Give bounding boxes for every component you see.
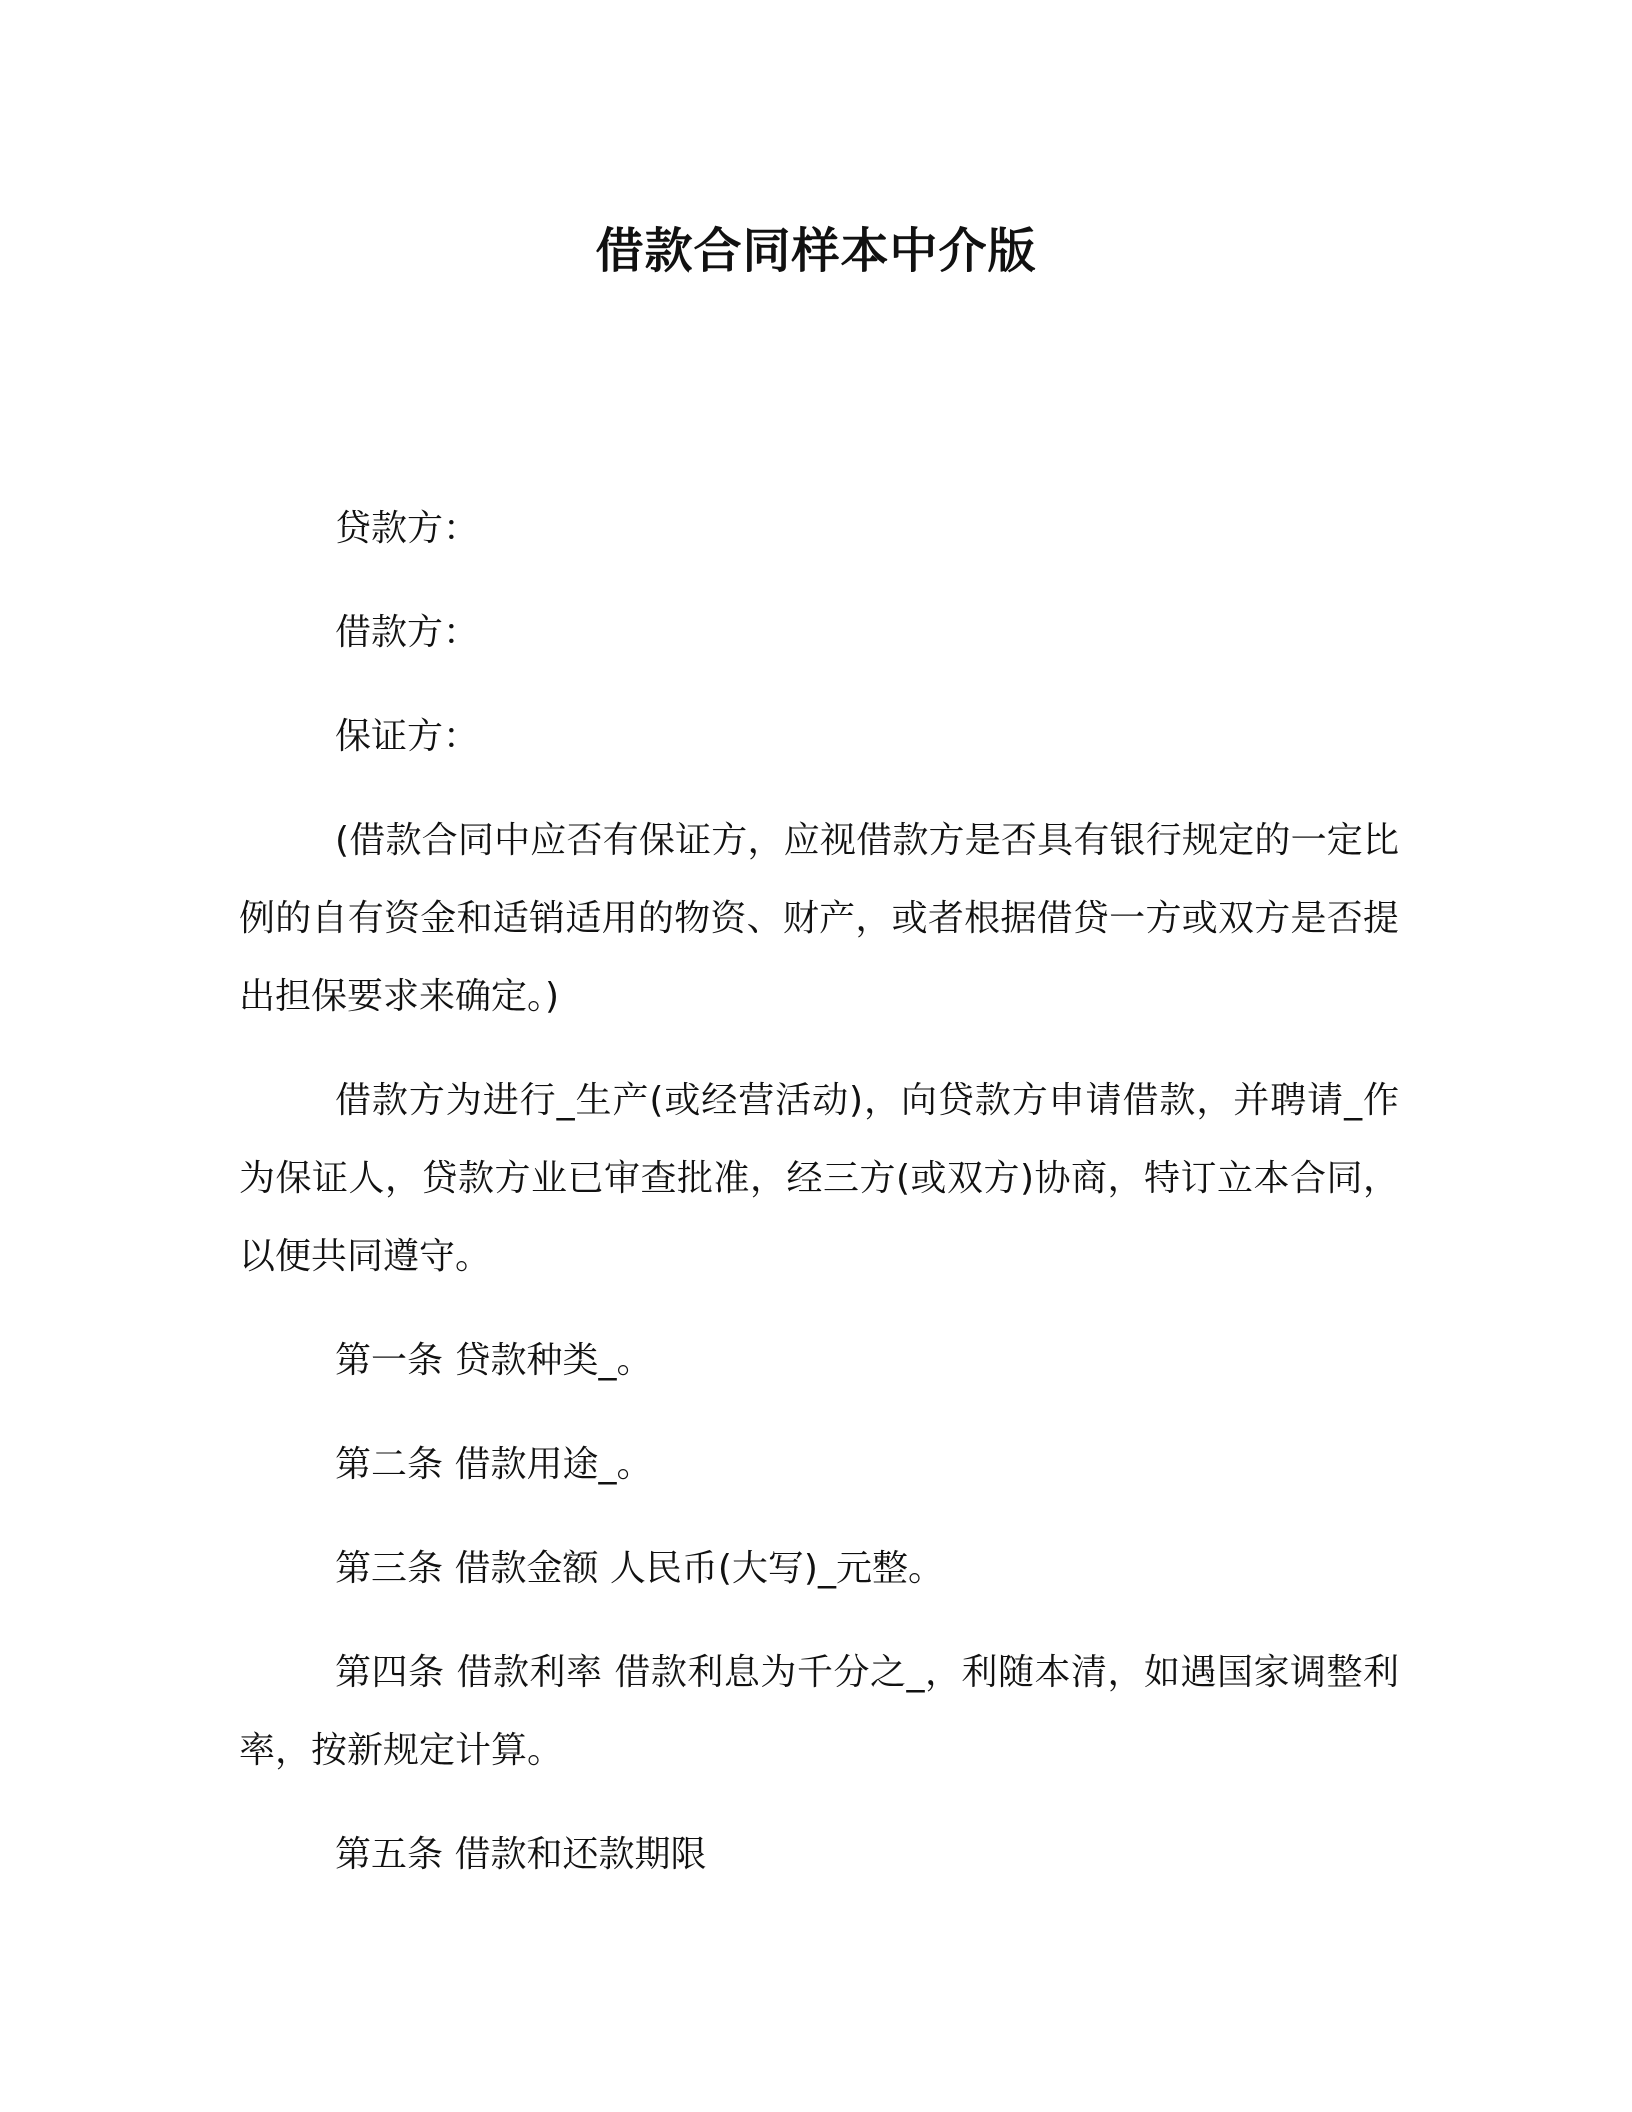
article-3: 第三条 借款金额 人民币(大写)_元整。 [335, 1548, 944, 1589]
document-body [239, 490, 1399, 1920]
guarantor-line: 保证方： [335, 716, 480, 757]
article-1: 第一条 贷款种类_。 [335, 1340, 653, 1381]
article-4: 第四条 借款利率 借款利息为千分之_，利随本清，如遇国家调整利率，按新规定计算。 [239, 1652, 1399, 1771]
preamble-paragraph: 借款方为进行_生产(或经营活动)，向贷款方申请借款，并聘请_作为保证人，贷款方业已审查批准，经三方(或双方)协商，特订立本合同，以便共同遵守。 [239, 1080, 1399, 1277]
guarantor-note-paragraph: (借款合同中应否有保证方，应视借款方是否具有银行规定的一定比例的自有资金和适销适用的物资、财产，或者根据借贷一方或双方是否提出担保要求来确定。) [239, 820, 1399, 1017]
borrower-line: 借款方： [335, 612, 480, 653]
article-2: 第二条 借款用途_。 [335, 1444, 653, 1485]
article-5: 第五条 借款和还款期限 [335, 1834, 707, 1875]
document-title: 借款合同样本中介版 [595, 223, 1037, 279]
lender-line: 贷款方： [335, 508, 480, 549]
